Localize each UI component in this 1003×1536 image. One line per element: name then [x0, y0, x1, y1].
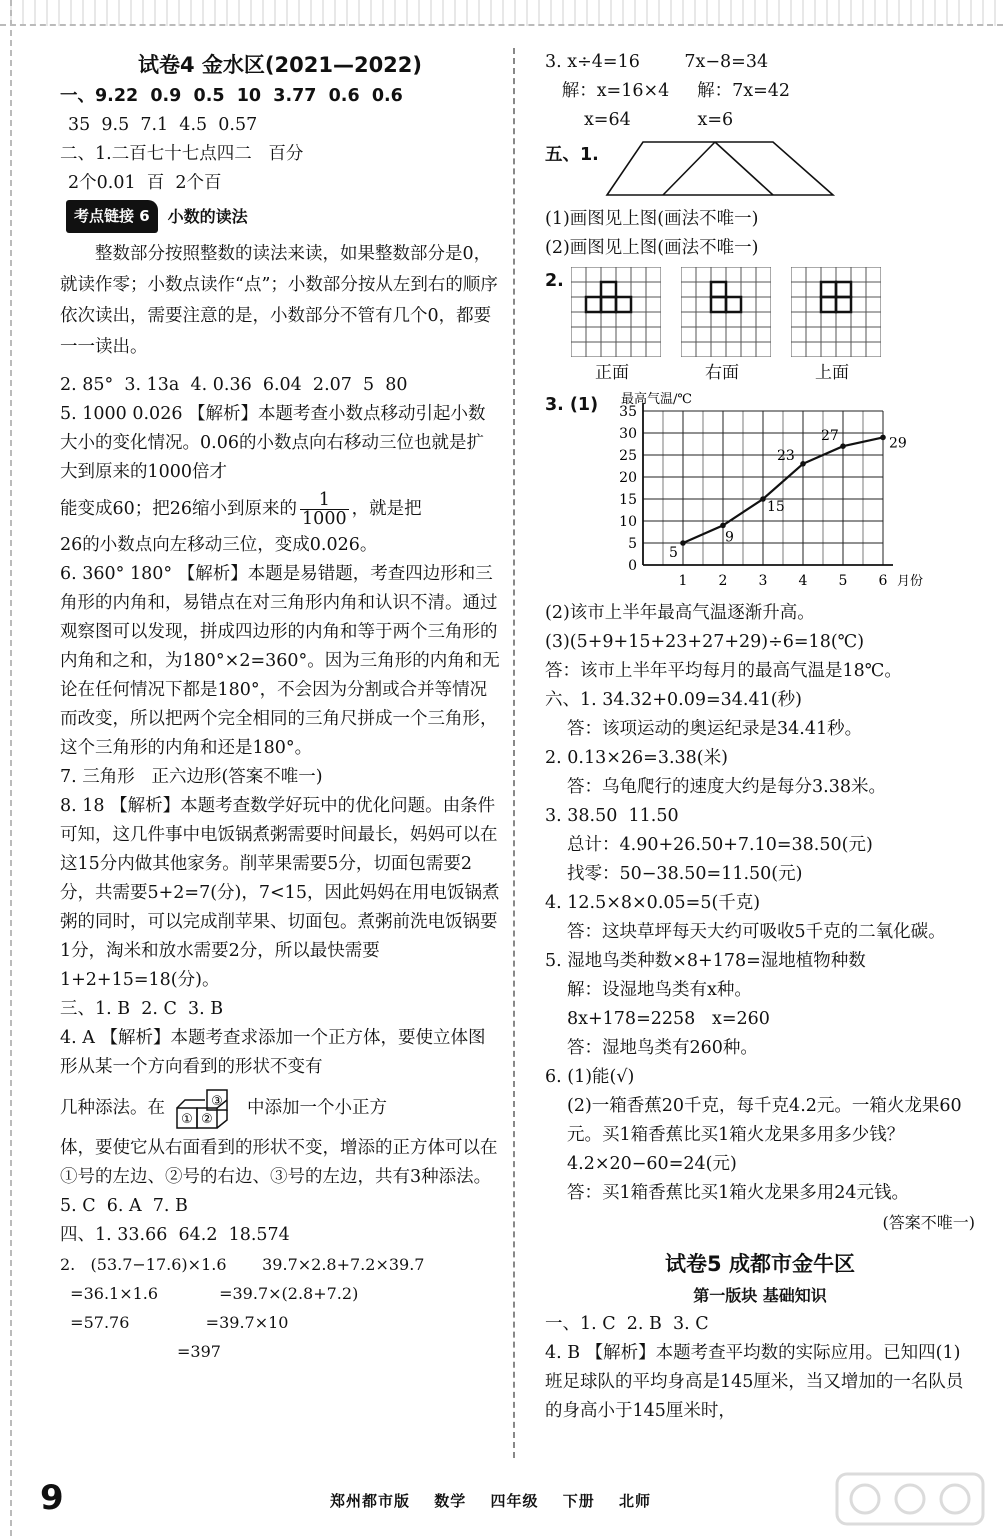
svg-text:①: ①	[181, 1111, 193, 1127]
fraction-1-1000	[300, 491, 349, 528]
answer-5-fraction-pre: 能变成60；把26缩小到原来的	[60, 499, 298, 519]
paper5-title: 试卷5 成都市金牛区	[665, 1252, 855, 1276]
chart-x-tick-label: 5	[838, 573, 848, 589]
answer-part3-4-analysis: 4. A 【解析】本题考查求添加一个正方体，要使立体图形从某一个方向看到的形状不变有	[60, 1028, 486, 1077]
watermark-logo	[835, 1470, 985, 1528]
stacked-cubes-figure	[173, 1086, 239, 1132]
knowledge-link-title: 小数的读法	[167, 207, 248, 226]
answer-part3-5-7: 5. C 6. A 7. B	[60, 1196, 188, 1216]
paper5-answer-4-analysis: 4. B 【解析】本题考查平均数的实际应用。已知四(1)班足球队的平均身高是145厘米，当又增加的一名队员的身高小于145厘米时，	[545, 1343, 964, 1421]
trapezoid-figure	[603, 139, 873, 201]
answer-part3-4-figure-line	[60, 1082, 500, 1134]
chart-y-tick-label: 15	[619, 492, 637, 508]
temperature-chart-block	[545, 389, 975, 599]
view-square	[601, 297, 616, 312]
front-view-grid	[571, 267, 661, 357]
answer-part1-line1: 一、9.22 0.9 0.5 10 3.77 0.6 0.6	[60, 86, 403, 106]
answer-part6-4b: 答：这块草坪每天大约可吸收5千克的二氧化碳。	[567, 922, 946, 942]
chart-y-tick-label: 10	[619, 514, 637, 530]
view-square	[711, 297, 726, 312]
answer-part5-1-label: 五、1.	[545, 145, 599, 165]
chart-x-tick-label: 1	[678, 573, 688, 589]
temperature-line-chart	[585, 389, 965, 597]
answer-part6-3c: 找零：50−38.50=11.50(元)	[567, 864, 803, 884]
answer-part4-1: 四、1. 33.66 64.2 18.574	[60, 1225, 290, 1245]
answer-part5-2-label: 2.	[545, 271, 564, 291]
chart-y-tick-label: 35	[619, 404, 637, 420]
view-label-right: 右面	[705, 363, 739, 383]
chart-y-tick-label: 30	[619, 426, 637, 442]
chart-point	[840, 443, 846, 449]
torn-left-edge	[0, 0, 12, 1536]
answer-5-fraction-line	[60, 487, 500, 531]
answer-part5-1b: (2)画图见上图(画法不唯一)	[545, 238, 759, 258]
chart-x-tick-label: 4	[798, 573, 808, 589]
three-views-row	[545, 263, 975, 389]
footer-edition: 郑州都市版	[330, 1492, 411, 1510]
torn-top-edge	[0, 0, 1003, 26]
right-column	[545, 48, 975, 1426]
right-view-grid	[681, 267, 771, 357]
chart-data-label: 23	[777, 447, 795, 464]
left-column	[60, 48, 500, 1366]
answer-part1-line2: 35 9.5 7.1 4.5 0.57	[68, 115, 258, 135]
fraction-denominator: 1000	[302, 509, 347, 529]
answer-part6-6d: 答：买1箱香蕉比买1箱火龙果多用24元钱。	[567, 1183, 910, 1203]
answer-part4-2-line1: 2. (53.7−17.6)×1.6 39.7×2.8+7.2×39.7	[60, 1255, 425, 1274]
answer-part6-6c: 4.2×20−60=24(元)	[567, 1154, 737, 1174]
chart-y-tick-label: 20	[619, 470, 637, 486]
view-square	[711, 282, 726, 297]
fraction-numerator: 1	[300, 491, 349, 510]
footer-info	[330, 1490, 669, 1511]
answer-part6-6b: (2)一箱香蕉20千克，每千克4.2元。一箱火龙果60元。买1箱香蕉比买1箱火龙果多用多少钱？	[567, 1096, 962, 1145]
answer-part6-5d: 答：湿地鸟类有260种。	[567, 1038, 758, 1058]
answer-part3-4-pre: 几种添法。在	[60, 1098, 165, 1118]
knowledge-link	[66, 200, 500, 233]
answer-part5-3b: (2)该市上半年最高气温逐渐升高。	[545, 603, 815, 623]
answer-7: 7. 三角形 正六边形(答案不唯一)	[60, 767, 323, 787]
footer-publisher: 北师	[619, 1492, 652, 1510]
knowledge-link-badge: 考点链接 6	[66, 200, 158, 233]
answer-part2-line2: 2个0.01 百 2个百	[68, 173, 222, 193]
paper5-answer-1-3: 一、1. C 2. B 3. C	[545, 1314, 709, 1334]
answer-part6-5b: 解：设湿地鸟类有x种。	[567, 980, 752, 1000]
chart-data-label: 15	[767, 499, 785, 515]
answer-5-fraction-post: ，就是把	[351, 499, 422, 519]
top-view-grid	[791, 267, 881, 357]
chart-point	[680, 540, 686, 546]
answer-part4-2-line2: =36.1×1.6 =39.7×(2.8+7.2)	[60, 1284, 359, 1303]
chart-y-tick-label: 5	[628, 536, 637, 552]
chart-point	[880, 435, 886, 441]
answer-part6-1: 六、1. 34.32+0.09=34.41(秒)	[545, 690, 802, 710]
answer-2-4: 2. 85° 3. 13a 4. 0.36 6.04 2.07 5 80	[60, 375, 408, 395]
chart-x-tick-label: 2	[718, 573, 728, 589]
chart-ylabel: 最高气温/℃	[621, 392, 692, 407]
answer-part6-5c: 8x+178=2258 x=260	[567, 1009, 770, 1029]
answer-part6-2: 2. 0.13×26=3.38(米)	[545, 748, 728, 768]
view-square	[821, 282, 836, 297]
chart-point	[800, 461, 806, 467]
svg-text:③: ③	[211, 1093, 223, 1109]
footer-grade: 四年级	[490, 1492, 539, 1510]
answer-part6-4: 4. 12.5×8×0.05=5(千克)	[545, 893, 761, 913]
answer-not-unique-note: (答案不唯一)	[882, 1213, 975, 1232]
answer-part3-4-post: 中添加一个小正方	[247, 1098, 387, 1118]
chart-point	[720, 523, 726, 529]
view-square	[601, 282, 616, 297]
equation-line3: x=64 x=6	[545, 110, 734, 130]
column-divider	[513, 48, 515, 1458]
answer-part5-3-label: 3. (1)	[545, 395, 599, 415]
chart-y-tick-label: 0	[628, 558, 637, 574]
trapezoid-row	[545, 135, 975, 205]
chart-point	[760, 496, 766, 502]
answer-part6-2b: 答：乌龟爬行的速度大约是每分3.38米。	[567, 777, 886, 797]
chart-data-label: 27	[821, 428, 839, 445]
answer-part5-3c: (3)(5+9+15+23+27+29)÷6=18(℃)	[545, 632, 865, 652]
answer-8-analysis: 8. 18 【解析】本题考查数学好玩中的优化问题。由条件可知，这几件事中电饭锅煮粥需要时间最长，妈妈可以在这15分内做其他家务。削苹果需要5分，切面包需要2分，共需要5+2=7(分)，7<15，因此妈妈在用电饭锅煮粥的同时，可以完成削苹果、切面包。煮粥前洗电饭锅要1分，淘米和放水需要2分，所以最快需要1+2+15=18(分)。	[60, 796, 500, 990]
answer-part6-5: 5. 湿地鸟类种数×8+178=湿地植物种数	[545, 951, 866, 971]
answer-part6-3: 3. 38.50 11.50	[545, 806, 679, 826]
view-square	[836, 297, 851, 312]
answer-5-end: 26的小数点向左移动三位，变成0.026。	[60, 535, 378, 555]
view-square	[821, 297, 836, 312]
equation-line2: 解：x=16×4 解：7x=42	[545, 81, 791, 101]
answer-part3-1-3: 三、1. B 2. C 3. B	[60, 999, 224, 1019]
view-label-front: 正面	[595, 363, 629, 383]
answer-part6-1b: 答：该项运动的奥运纪录是34.41秒。	[567, 719, 863, 739]
svg-text:②: ②	[201, 1111, 213, 1127]
equation-line1: 3. x÷4=16 7x−8=34	[545, 52, 769, 72]
knowledge-link-paragraph: 整数部分按照整数的读法来读，如果整数部分是0，就读作零；小数点读作“点”；小数部分按从左到右的顺序依次读出，需要注意的是，小数部分不管有几个0，都要一一读出。	[60, 244, 498, 357]
paper5-section-title: 第一版块 基础知识	[693, 1286, 827, 1305]
chart-x-tick-label: 6	[878, 573, 888, 589]
page-number: 9	[40, 1478, 64, 1518]
footer-subject: 数学	[434, 1492, 467, 1510]
answer-6-analysis: 6. 360° 180° 【解析】本题是易错题，考查四边形和三角形的内角和，易错点在对三角形内角和认识不清。通过观察图可以发现，拼成四边形的内角和等于两个三角形的内角和之和，为180°×2=360°。因为三角形的内角和无论在任何情况下都是180°，不会因为分割或合并等情况而改变，所以把两个完全相同的三角尺拼成一个三角形，这个三角形的内角和还是180°。	[60, 564, 500, 758]
chart-xlabel: 月份	[897, 574, 924, 589]
view-square	[836, 282, 851, 297]
view-square	[586, 297, 601, 312]
chart-data-label: 5	[669, 545, 678, 561]
chart-data-label: 9	[725, 529, 734, 546]
answer-part5-3d: 答：该市上半年平均每月的最高气温是18℃。	[545, 661, 902, 681]
chart-x-tick-label: 3	[758, 573, 768, 589]
answer-part6-6: 6. (1)能(√)	[545, 1067, 635, 1087]
chart-y-tick-label: 25	[619, 448, 637, 464]
chart-data-label: 29	[889, 435, 907, 452]
answer-part2-line1: 二、1.二百七十七点四二 百分	[60, 144, 304, 164]
answer-part6-3b: 总计：4.90+26.50+7.10=38.50(元)	[567, 835, 873, 855]
footer-volume: 下册	[562, 1492, 595, 1510]
answer-5-analysis: 5. 1000 0.026 【解析】本题考查小数点移动引起小数大小的变化情况。0.06的小数点向右移动三位也就是扩大到原来的1000倍才	[60, 404, 486, 482]
view-square	[726, 297, 741, 312]
answer-part4-2-line3: =57.76 =39.7×10	[60, 1313, 289, 1332]
view-label-top: 上面	[815, 363, 849, 383]
view-square	[616, 297, 631, 312]
paper4-title: 试卷4 金水区(2021—2022)	[137, 53, 422, 77]
answer-part3-4-end: 体，要使它从右面看到的形状不变，增添的正方体可以在①号的左边、②号的右边、③号的左边，共有3种添法。	[60, 1138, 498, 1187]
answer-part5-1a: (1)画图见上图(画法不唯一)	[545, 209, 759, 229]
answer-part4-2-line4: =397	[60, 1342, 221, 1361]
